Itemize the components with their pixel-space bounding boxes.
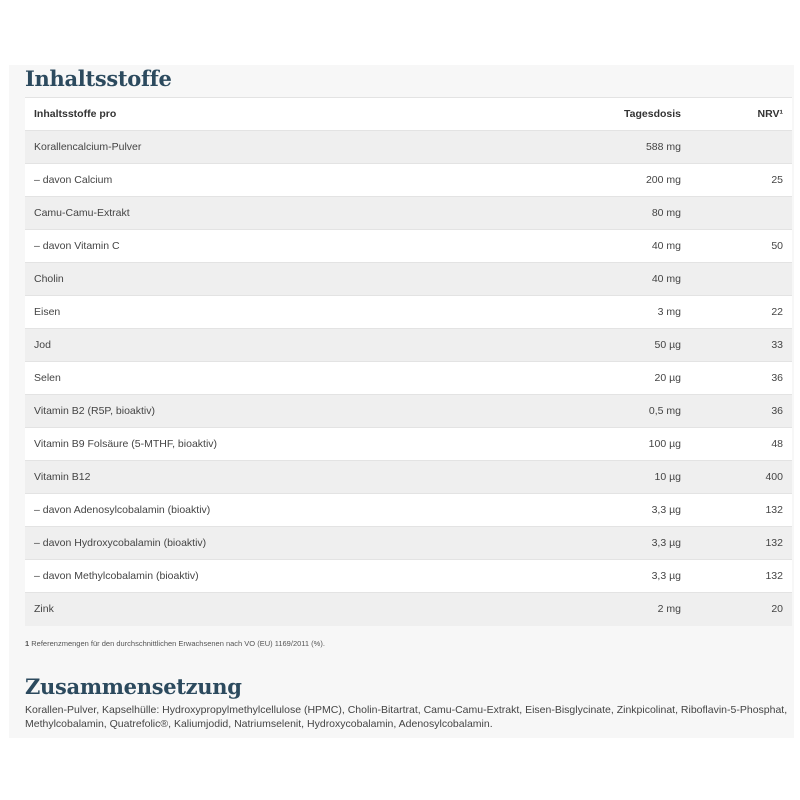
- composition-text: Korallen-Pulver, Kapselhülle: Hydroxypropylmethylcellulose (HPMC), Cholin-Bitartrat, Camu-Camu-Extrakt, Eisen-Bisglycinate, Zinkpicolinat, Riboflavin-5-Phosphat, Methylcobalamin, Quatrefolic®, Kaliumjodid, Natriumselenit, Hydroxycobalamin, Adenosylcobalamin.: [25, 704, 788, 730]
- daily-dose: 80 mg: [565, 197, 690, 230]
- ingredient-name: – davon Calcium: [25, 164, 565, 197]
- table-row: [25, 230, 792, 263]
- ingredient-name: – davon Adenosylcobalamin (bioaktiv): [25, 494, 565, 527]
- content-panel: [9, 65, 794, 738]
- ingredient-name: Vitamin B12: [25, 461, 565, 494]
- nrv-value: 25: [690, 164, 792, 197]
- daily-dose: 3,3 µg: [565, 494, 690, 527]
- ingredient-name: Camu-Camu-Extrakt: [25, 197, 565, 230]
- table-row: [25, 197, 792, 230]
- daily-dose: 40 mg: [565, 263, 690, 296]
- daily-dose: 10 µg: [565, 461, 690, 494]
- header-daily-dose: Tagesdosis: [565, 98, 690, 131]
- daily-dose: 588 mg: [565, 131, 690, 164]
- ingredient-name: Vitamin B2 (R5P, bioaktiv): [25, 395, 565, 428]
- table-row: [25, 428, 792, 461]
- table-row: [25, 164, 792, 197]
- table-row: [25, 593, 792, 626]
- daily-dose: 20 µg: [565, 362, 690, 395]
- nrv-value: 400: [690, 461, 792, 494]
- table-row: [25, 527, 792, 560]
- ingredient-name: – davon Hydroxycobalamin (bioaktiv): [25, 527, 565, 560]
- nrv-value: 132: [690, 527, 792, 560]
- table-row: [25, 263, 792, 296]
- header-nrv: NRV¹: [690, 98, 792, 131]
- ingredient-name: Eisen: [25, 296, 565, 329]
- daily-dose: 2 mg: [565, 593, 690, 626]
- nrv-value: 36: [690, 362, 792, 395]
- table-row: [25, 494, 792, 527]
- nrv-value: [690, 131, 792, 164]
- footnote-marker: 1: [25, 639, 30, 648]
- nrv-value: 36: [690, 395, 792, 428]
- table-row: [25, 461, 792, 494]
- ingredient-name: Selen: [25, 362, 565, 395]
- nrv-value: 22: [690, 296, 792, 329]
- ingredient-name: – davon Vitamin C: [25, 230, 565, 263]
- ingredient-name: Jod: [25, 329, 565, 362]
- ingredients-table-body: [25, 131, 792, 626]
- nrv-value: [690, 263, 792, 296]
- nrv-value: 48: [690, 428, 792, 461]
- nrv-value: 132: [690, 560, 792, 593]
- ingredient-name: – davon Methylcobalamin (bioaktiv): [25, 560, 565, 593]
- table-row: [25, 362, 792, 395]
- table-row: [25, 131, 792, 164]
- nrv-value: 50: [690, 230, 792, 263]
- daily-dose: 200 mg: [565, 164, 690, 197]
- daily-dose: 3,3 µg: [565, 560, 690, 593]
- ingredient-name: Vitamin B9 Folsäure (5-MTHF, bioaktiv): [25, 428, 565, 461]
- table-row: [25, 395, 792, 428]
- nrv-value: 132: [690, 494, 792, 527]
- daily-dose: 3,3 µg: [565, 527, 690, 560]
- nrv-value: 20: [690, 593, 792, 626]
- table-row: [25, 329, 792, 362]
- footnote-text: Referenzmengen für den durchschnittlichen Erwachsenen nach VO (EU) 1169/2011 (%).: [31, 639, 325, 648]
- ingredients-table: [25, 97, 792, 626]
- ingredient-name: Zink: [25, 593, 565, 626]
- nrv-value: [690, 197, 792, 230]
- header-ingredient: Inhaltsstoffe pro: [25, 98, 565, 131]
- ingredient-name: Korallencalcium-Pulver: [25, 131, 565, 164]
- table-row: [25, 560, 792, 593]
- daily-dose: 0,5 mg: [565, 395, 690, 428]
- nrv-value: 33: [690, 329, 792, 362]
- ingredient-name: Cholin: [25, 263, 565, 296]
- daily-dose: 3 mg: [565, 296, 690, 329]
- table-header-row: [25, 98, 792, 131]
- footnote: [25, 639, 325, 648]
- daily-dose: 40 mg: [565, 230, 690, 263]
- ingredients-heading: Inhaltsstoffe: [25, 66, 172, 91]
- table-row: [25, 296, 792, 329]
- daily-dose: 100 µg: [565, 428, 690, 461]
- composition-heading: Zusammensetzung: [25, 674, 242, 699]
- daily-dose: 50 µg: [565, 329, 690, 362]
